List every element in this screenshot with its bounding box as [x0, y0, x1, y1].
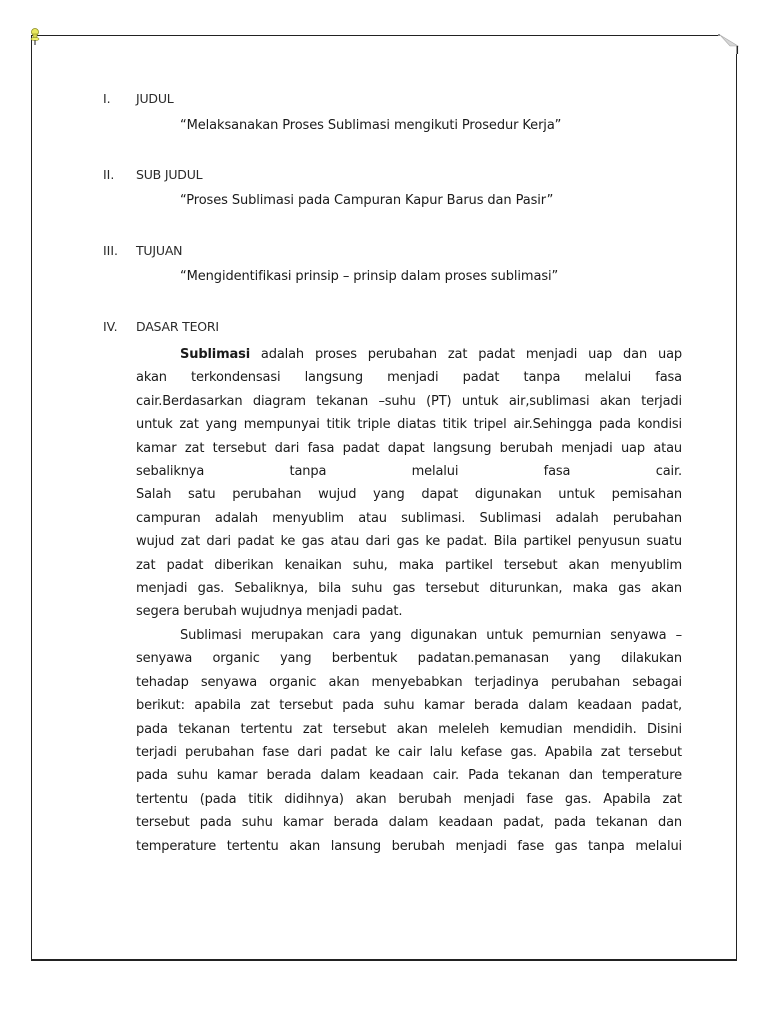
text-line: wujud zat dari padat ke gas atau dari gas ke padat. Bila partikel penyusun suatu — [136, 534, 682, 550]
text-line: sebaliknya tanpa melalui fasa cair. — [136, 464, 682, 480]
pushpin-icon[interactable] — [30, 28, 40, 46]
text-line: cair.Berdasarkan diagram tekanan –suhu (PT) untuk air,sublimasi akan terjadi — [136, 393, 682, 409]
section-title: SUB JUDUL — [136, 167, 203, 182]
section-number: I. — [103, 91, 111, 106]
text-line: pada tekanan tertentu zat tersebut akan meleleh kemudian mendidih. Disini — [136, 721, 682, 737]
text-line: temperature tertentu akan lansung berubah menjadi fase gas tanpa melalui — [136, 838, 682, 854]
text-line: menjadi gas. Sebaliknya, bila suhu gas tersebut diturunkan, maka gas akan — [136, 581, 682, 597]
text-line: Sublimasi adalah proses perubahan zat padat menjadi uap dan uap — [180, 347, 682, 362]
dasar-teori-body — [136, 343, 682, 858]
section-number: III. — [103, 243, 119, 258]
text-line: Sublimasi merupakan cara yang digunakan untuk pemurnian senyawa – — [180, 627, 682, 643]
text-line: Salah satu perubahan wujud yang dapat digunakan untuk pemisahan — [136, 487, 682, 503]
text-line: untuk zat yang mempunyai titik triple diatas titik tripel air.Sehingga pada kondisi — [136, 417, 682, 433]
text-line: kamar zat tersebut dari fasa padat dapat langsung berubah menjadi uap atau — [136, 440, 682, 456]
section-title: DASAR TEORI — [136, 319, 219, 334]
section-title: TUJUAN — [136, 243, 183, 258]
text-line: tersebut pada suhu kamar berada dalam keadaan padat, pada tekanan dan — [136, 815, 682, 831]
text-line: akan terkondensasi langsung menjadi padat tanpa melalui fasa — [136, 370, 682, 386]
text-line: pada suhu kamar berada dalam keadaan cair. Pada tekanan dan temperature — [136, 768, 682, 784]
section-content: “Proses Sublimasi pada Campuran Kapur Barus dan Pasir” — [180, 193, 554, 208]
section-content: “Melaksanakan Proses Sublimasi mengikuti Prosedur Kerja” — [180, 118, 562, 133]
text-line: segera berubah wujudnya menjadi padat. — [136, 604, 403, 620]
section-number: IV. — [103, 319, 118, 334]
text-line: zat padat diberikan kenaikan suhu, maka partikel tersebut akan menyublim — [136, 557, 682, 573]
text-line: tehadap senyawa organic akan menyebabkan terjadinya perubahan sebagai — [136, 674, 682, 690]
term-sublimasi: Sublimasi — [180, 347, 250, 362]
section-content: “Mengidentifikasi prinsip – prinsip dalam proses sublimasi” — [180, 269, 559, 284]
text-line: terjadi perubahan fase dari padat ke cair lalu kefase gas. Apabila zat tersebut — [136, 744, 682, 760]
section-number: II. — [103, 167, 115, 182]
text-line: tertentu (pada titik didihnya) akan berubah menjadi fase gas. Apabila zat — [136, 791, 682, 807]
section-title: JUDUL — [136, 91, 174, 106]
text-line: berikut: apabila zat tersebut pada suhu kamar berada dalam keadaan padat, — [136, 698, 682, 714]
page-curl-icon — [718, 34, 740, 54]
text-line: campuran adalah menyublim atau sublimasi. Sublimasi adalah perubahan — [136, 510, 682, 526]
text-line: senyawa organic yang berbentuk padatan.pemanasan yang dilakukan — [136, 651, 682, 667]
